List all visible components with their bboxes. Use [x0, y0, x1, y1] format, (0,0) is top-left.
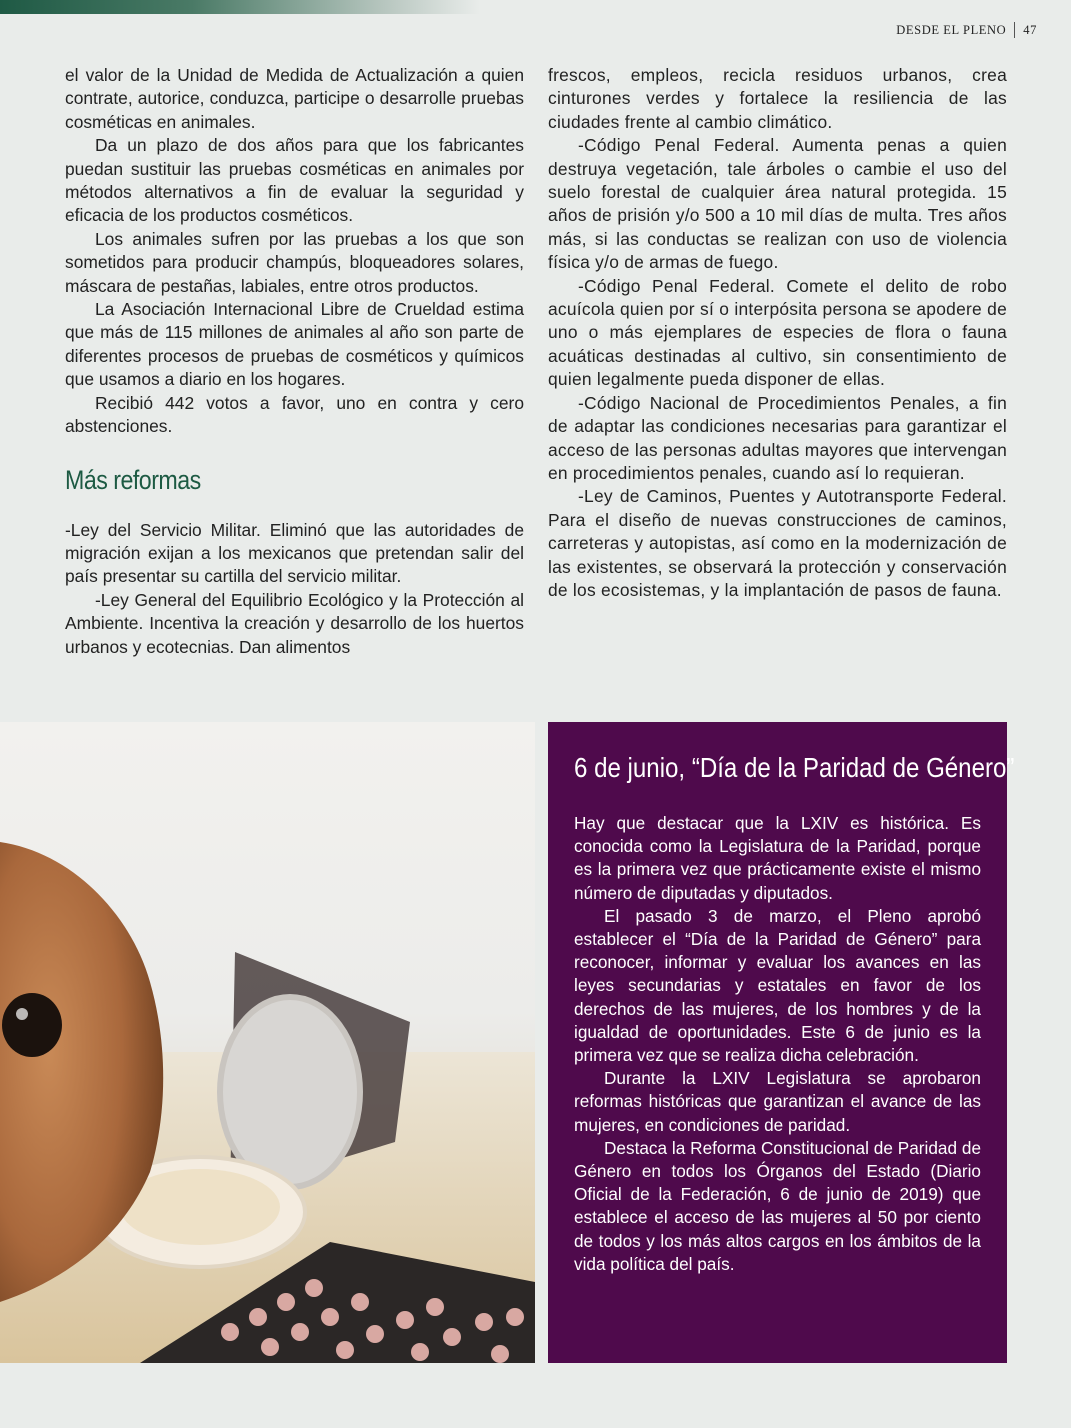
- paragraph: La Asociación Internacional Libre de Crueldad estima que más de 115 millones de animales al año son parte de diferentes procesos de pruebas de cosméticos y químicos que usamos a diario en los hogares.: [65, 299, 524, 390]
- right-column: [548, 64, 1007, 602]
- paragraph: -Código Penal Federal. Aumenta penas a quien destruya vegetación, tale árboles o cambie el uso del suelo forestal de cualquier área natural protegida. 15 años de prisión y/o 500 a 10 mil días de multa. Tres años más, si las conductas se realizan con uso de violencia física y/o de armas de fuego.: [548, 135, 1007, 273]
- paragraph: -Código Nacional de Procedimientos Penales, a fin de adaptar las condiciones necesarias para garantizar el acceso de las personas adultas mayores que intervengan en procedimientos penales, cuando así lo requieran.: [548, 392, 1007, 483]
- sidebar-title: 6 de junio, “Día de la Paridad de Género”: [574, 752, 1015, 783]
- section-subheading: Más reformas: [65, 464, 201, 495]
- paragraph: el valor de la Unidad de Medida de Actualización a quien contrate, autorice, conduzca, participe o desarrolle pruebas cosméticas en animales.: [65, 65, 524, 132]
- paragraph: -Ley de Caminos, Puentes y Autotransporte Federal. Para el diseño de nuevas construcciones de caminos, carreteras y autopistas, así como en la modernización de las existentes, se observará la protección y conservación de los ecosistemas, y la implantación de pasos de fauna.: [548, 486, 1007, 600]
- paragraph: -Código Penal Federal. Comete el delito de robo acuícola quien por sí o interpósita persona se apodere de uno o más ejemplares de especies de flora o fauna acuáticas destinadas al cultivo, sin consentimiento de quien legalmente pueda disponer de ellas.: [548, 275, 1007, 390]
- section-name: DESDE EL PLENO: [896, 22, 1007, 37]
- photo-illustration: [0, 722, 535, 1363]
- paragraph: frescos, empleos, recicla residuos urbanos, crea cinturones verdes y fortalece la resiliencia de las ciudades frente al cambio climático.: [548, 65, 1007, 132]
- top-accent-bar: [0, 0, 480, 14]
- paragraph: Durante la LXIV Legislatura se aprobaron reformas históricas que garantizan el avance de las mujeres, en condiciones de paridad.: [574, 1068, 981, 1135]
- left-column: [65, 64, 524, 659]
- paragraph: -Ley General del Equilibrio Ecológico y la Protección al Ambiente. Incentiva la creación y desarrollo de los huertos urbanos y ecotecnias. Dan alimentos: [65, 589, 524, 657]
- header-divider: [1014, 22, 1015, 38]
- gender-parity-sidebar: [548, 722, 1015, 1363]
- rabbit-makeup-photo: [0, 722, 535, 1363]
- paragraph: Destaca la Reforma Constitucional de Paridad de Género en todos los Órganos del Estado (Diario Oficial de la Federación, 6 de junio de 2019) que establece el acceso de las mujeres al 50 por ciento de todos y los más altos cargos en los ámbitos de la vida política del país.: [574, 1137, 981, 1274]
- paragraph: Da un plazo de dos años para que los fabricantes puedan sustituir las pruebas cosméticas en animales por métodos alternativos a fin de evaluar la seguridad y eficacia de los productos cosméticos.: [65, 135, 524, 226]
- paragraph: Hay que destacar que la LXIV es histórica. Es conocida como la Legislatura de la Paridad, porque es la primera vez que prácticamente existe el mismo número de diputadas y diputados.: [574, 813, 981, 903]
- paragraph: Recibió 442 votos a favor, uno en contra y cero abstenciones.: [65, 392, 524, 437]
- page-number: 47: [1023, 22, 1037, 37]
- running-head: [896, 22, 1037, 38]
- paragraph: Los animales sufren por las pruebas a los que son sometidos para producir champús, bloqueadores solares, máscara de pestañas, labiales, entre otros productos.: [65, 228, 524, 296]
- paragraph: El pasado 3 de marzo, el Pleno aprobó establecer el “Día de la Paridad de Género” para reconocer, informar y evaluar los avances en las leyes secundarias y estatales en favor de los derechos de las mujeres, de los hombres y de la igualdad de oportunidades. Este 6 de junio es la primera vez que se realiza dicha celebración.: [574, 905, 981, 1066]
- paragraph: -Ley del Servicio Militar. Eliminó que las autoridades de migración exijan a los mexicanos que pretendan salir del país presentar su cartilla del servicio militar.: [65, 519, 524, 587]
